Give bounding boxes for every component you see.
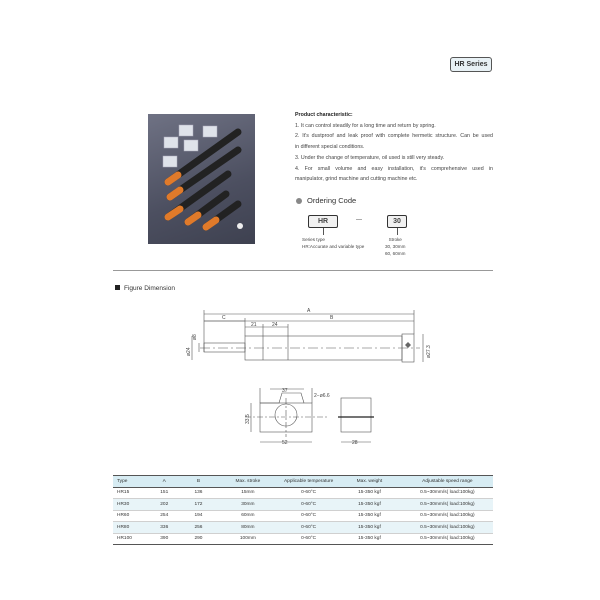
table-cell: 136: [181, 487, 215, 499]
table-cell: 290: [181, 533, 215, 545]
stroke-label: Stroke: [388, 237, 402, 242]
col-header: Adjustable speed range: [402, 476, 493, 488]
spec-table: [113, 475, 493, 545]
series-desc: HR:Accurate and variable type: [302, 244, 365, 249]
table-row: [113, 499, 493, 511]
table-cell: 30mm: [216, 499, 281, 511]
table-cell: 100mm: [216, 533, 281, 545]
dim-a: A: [307, 308, 311, 314]
characteristic-line: 3. Under the change of temperature, oil used is still very steady.: [295, 154, 445, 161]
table-cell: 0-60°C: [280, 533, 337, 545]
table-cell: 80mm: [216, 522, 281, 534]
characteristic-line: 4. For small volume and easy installation, it's comprehensive used in: [295, 165, 493, 172]
table-cell: 15-350 kgf: [337, 510, 402, 522]
table-cell: 172: [181, 499, 215, 511]
dim-21: 21: [251, 322, 257, 328]
col-header: Max. weight: [337, 476, 402, 488]
table-cell: 256: [181, 522, 215, 534]
dim-phi27: ø27.3: [426, 345, 432, 358]
table-cell: 0.5~30mm/s( load:100kg): [402, 533, 493, 545]
table-cell: HR100: [113, 533, 147, 545]
table-cell: HR60: [113, 510, 147, 522]
col-header: A: [147, 476, 181, 488]
stroke-code-box: 30: [387, 215, 407, 228]
table-row: [113, 487, 493, 499]
table-cell: 0.5~30mm/s( load:100kg): [402, 522, 493, 534]
wrench-flat-icon: [405, 342, 411, 348]
table-cell: HR80: [113, 522, 147, 534]
characteristic-line: manipulator, grind machine and cutting machine etc.: [295, 176, 418, 183]
table-cell: 390: [147, 533, 181, 545]
table-cell: 15mm: [216, 487, 281, 499]
table-cell: 254: [147, 510, 181, 522]
characteristic-line: 1. It can control steadily for a long time and return by spring.: [295, 122, 436, 129]
table-cell: 0.5~30mm/s( load:100kg): [402, 487, 493, 499]
table-cell: 0-60°C: [280, 487, 337, 499]
table-cell: 0-60°C: [280, 499, 337, 511]
series-label: Series type: [302, 237, 325, 242]
dim-52: 52: [282, 440, 288, 446]
ordering-code-title: Ordering Code: [307, 196, 357, 205]
col-header: Applicable temperature: [280, 476, 337, 488]
table-cell: 60mm: [216, 510, 281, 522]
table-cell: 0.5~30mm/s( load:100kg): [402, 499, 493, 511]
col-header: B: [181, 476, 215, 488]
dim-phi8: ø8: [192, 334, 198, 340]
table-row: [113, 510, 493, 522]
table-cell: 336: [147, 522, 181, 534]
col-header: Type: [113, 476, 147, 488]
table-row: [113, 522, 493, 534]
table-cell: 194: [181, 510, 215, 522]
table-cell: 0-60°C: [280, 510, 337, 522]
col-header: Max. stroke: [216, 476, 281, 488]
dim-b: B: [330, 315, 334, 321]
dim-24: 24: [272, 322, 278, 328]
table-row: [113, 533, 493, 545]
table-cell: 15-350 kgf: [337, 522, 402, 534]
table-cell: 15-350 kgf: [337, 533, 402, 545]
dim-phi24: ø24: [186, 347, 192, 356]
table-cell: 0.5~30mm/s( load:100kg): [402, 510, 493, 522]
table-cell: 151: [147, 487, 181, 499]
dim-33-5: 33.5: [245, 414, 251, 424]
table-cell: 15-350 kgf: [337, 499, 402, 511]
figure-title: Figure Dimension: [124, 285, 175, 292]
dim-hole: 2−ø6.6: [314, 393, 330, 399]
stroke-option: 30, 30mm: [385, 244, 406, 249]
dim-28: 28: [352, 440, 358, 446]
table-cell: 202: [147, 499, 181, 511]
characteristic-line: 2. It's dustproof and leak proof with complete hermetic structure. Can be used: [295, 133, 493, 140]
series-badge: HR Series: [450, 57, 492, 72]
characteristic-line: in different special conditions.: [295, 144, 365, 151]
stroke-option: 60, 60mm: [385, 251, 406, 256]
table-cell: HR30: [113, 499, 147, 511]
table-header-row: [113, 476, 493, 488]
dim-c: C: [222, 315, 226, 321]
dim-37: 37: [282, 388, 288, 394]
code-dash: —: [356, 217, 362, 223]
table-cell: 15-350 kgf: [337, 487, 402, 499]
table-cell: HR15: [113, 487, 147, 499]
series-code-box: HR: [308, 215, 338, 228]
table-cell: 0-60°C: [280, 522, 337, 534]
characteristics-title: Product characteristic:: [295, 112, 353, 118]
